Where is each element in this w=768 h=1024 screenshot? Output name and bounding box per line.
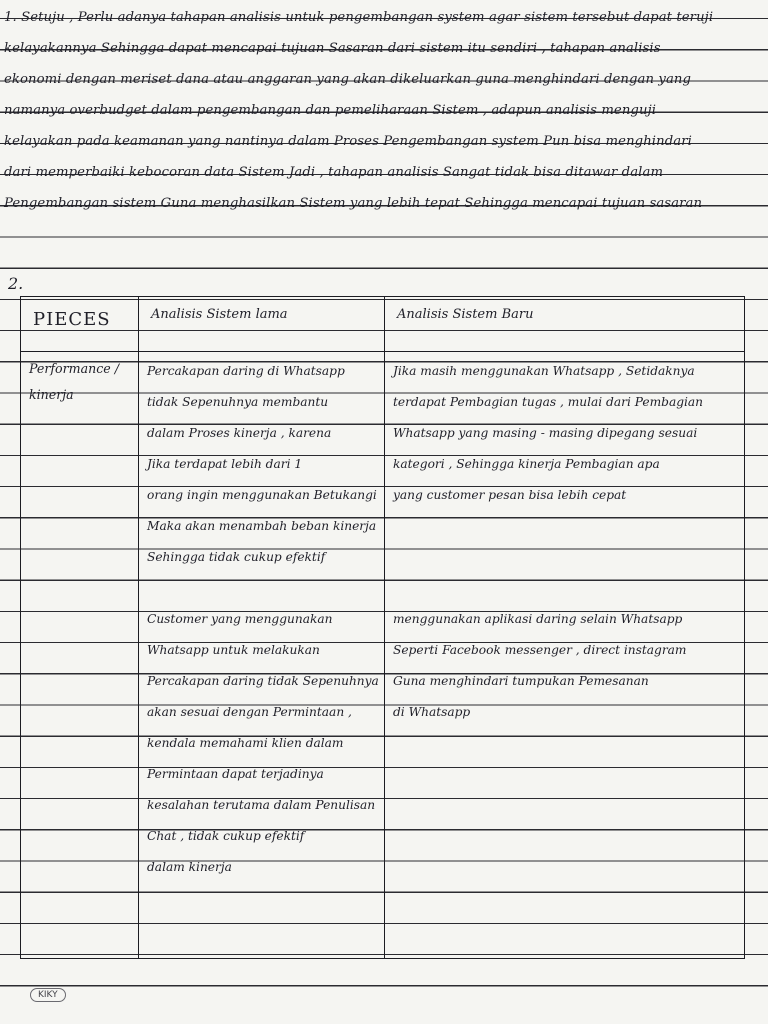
old-system-line: Whatsapp untuk melakukan: [147, 643, 320, 657]
new-system-line: yang customer pesan bisa lebih cepat: [393, 488, 627, 502]
header-old-system: [139, 297, 385, 352]
notebook-brand-logo: KIKY: [30, 988, 66, 1002]
old-system-line: Percakapan daring tidak Sepenuhnya: [147, 674, 379, 688]
old-system-line: Maka akan menambah beban kinerja: [147, 519, 377, 533]
answer-1-line: kelayakannya Sehingga dapat mencapai tujuan Sasaran dari sistem itu sendiri , tahapan analisis: [4, 41, 661, 56]
answer-1-line: 1. Setuju , Perlu adanya tahapan analisis untuk pengembangan system agar sistem tersebut dapat teruji: [4, 10, 714, 25]
old-system-line: tidak Sepenuhnya membantu: [147, 395, 329, 409]
old-system-line: dalam Proses kinerja , karena: [147, 426, 332, 440]
answer-1-line: dari memperbaiki kebocoran data Sistem Jadi , tahapan analisis Sangat tidak bisa ditawar dalam: [4, 165, 664, 180]
new-system-line: Seperti Facebook messenger , direct instagram: [393, 643, 687, 657]
header-pieces: [21, 297, 139, 352]
new-system-line: Whatsapp yang masing - masing dipegang sesuai: [393, 426, 698, 440]
old-system-line: Percakapan daring di Whatsapp: [147, 364, 345, 378]
old-system-line: Permintaan dapat terjadinya: [147, 767, 324, 781]
header-pieces-label: PIECES: [33, 309, 111, 330]
old-system-line: kendala memahami klien dalam: [147, 736, 344, 750]
new-system-line: kategori , Sehingga kinerja Pembagian apa: [393, 457, 660, 471]
pieces-table: [20, 296, 745, 959]
new-system-cell: [385, 352, 745, 959]
answer-1-line: kelayakan pada keamanan yang nantinya dalam Proses Pengembangan system Pun bisa menghindari: [4, 134, 692, 149]
old-system-line: orang ingin menggunakan Betukangi: [147, 488, 377, 502]
header-new-system: [385, 297, 745, 352]
row-label-line: Performance /: [29, 361, 119, 376]
new-system-line: terdapat Pembagian tugas , mulai dari Pembagian: [393, 395, 704, 409]
old-system-line: Sehingga tidak cukup efektif: [147, 550, 326, 564]
old-system-line: Chat , tidak cukup efektif: [147, 829, 305, 843]
table-row-performance: [21, 352, 745, 959]
answer-1-line: namanya overbudget dalam pengembangan dan pemeliharaan Sistem , adapun analisis menguji: [4, 103, 657, 118]
new-system-line: di Whatsapp: [393, 705, 471, 719]
new-system-line: Jika masih menggunakan Whatsapp , Setidaknya: [393, 364, 695, 378]
table-header-row: [21, 297, 745, 352]
new-system-line: Guna menghindari tumpukan Pemesanan: [393, 674, 649, 688]
header-old-system-label: Analisis Sistem lama: [151, 307, 288, 322]
old-system-line: dalam kinerja: [147, 860, 232, 874]
old-system-line: Customer yang menggunakan: [147, 612, 333, 626]
old-system-line: kesalahan terutama dalam Penulisan: [147, 798, 376, 812]
row-label-line: kinerja: [29, 387, 74, 402]
old-system-line: akan sesuai dengan Permintaan ,: [147, 705, 352, 719]
question-2-number: 2.: [8, 274, 24, 293]
row-label-cell: [21, 352, 139, 959]
old-system-line: Jika terdapat lebih dari 1: [147, 457, 303, 471]
header-new-system-label: Analisis Sistem Baru: [397, 307, 534, 322]
answer-1-line: ekonomi dengan meriset dana atau anggaran yang akan dikeluarkan guna menghindari dengan yang: [4, 72, 692, 87]
old-system-cell: [139, 352, 385, 959]
answer-1-line: Pengembangan sistem Guna menghasilkan Sistem yang lebih tepat Sehingga mencapai tujuan sasaran: [4, 196, 703, 211]
new-system-line: menggunakan aplikasi daring selain Whatsapp: [393, 612, 683, 626]
